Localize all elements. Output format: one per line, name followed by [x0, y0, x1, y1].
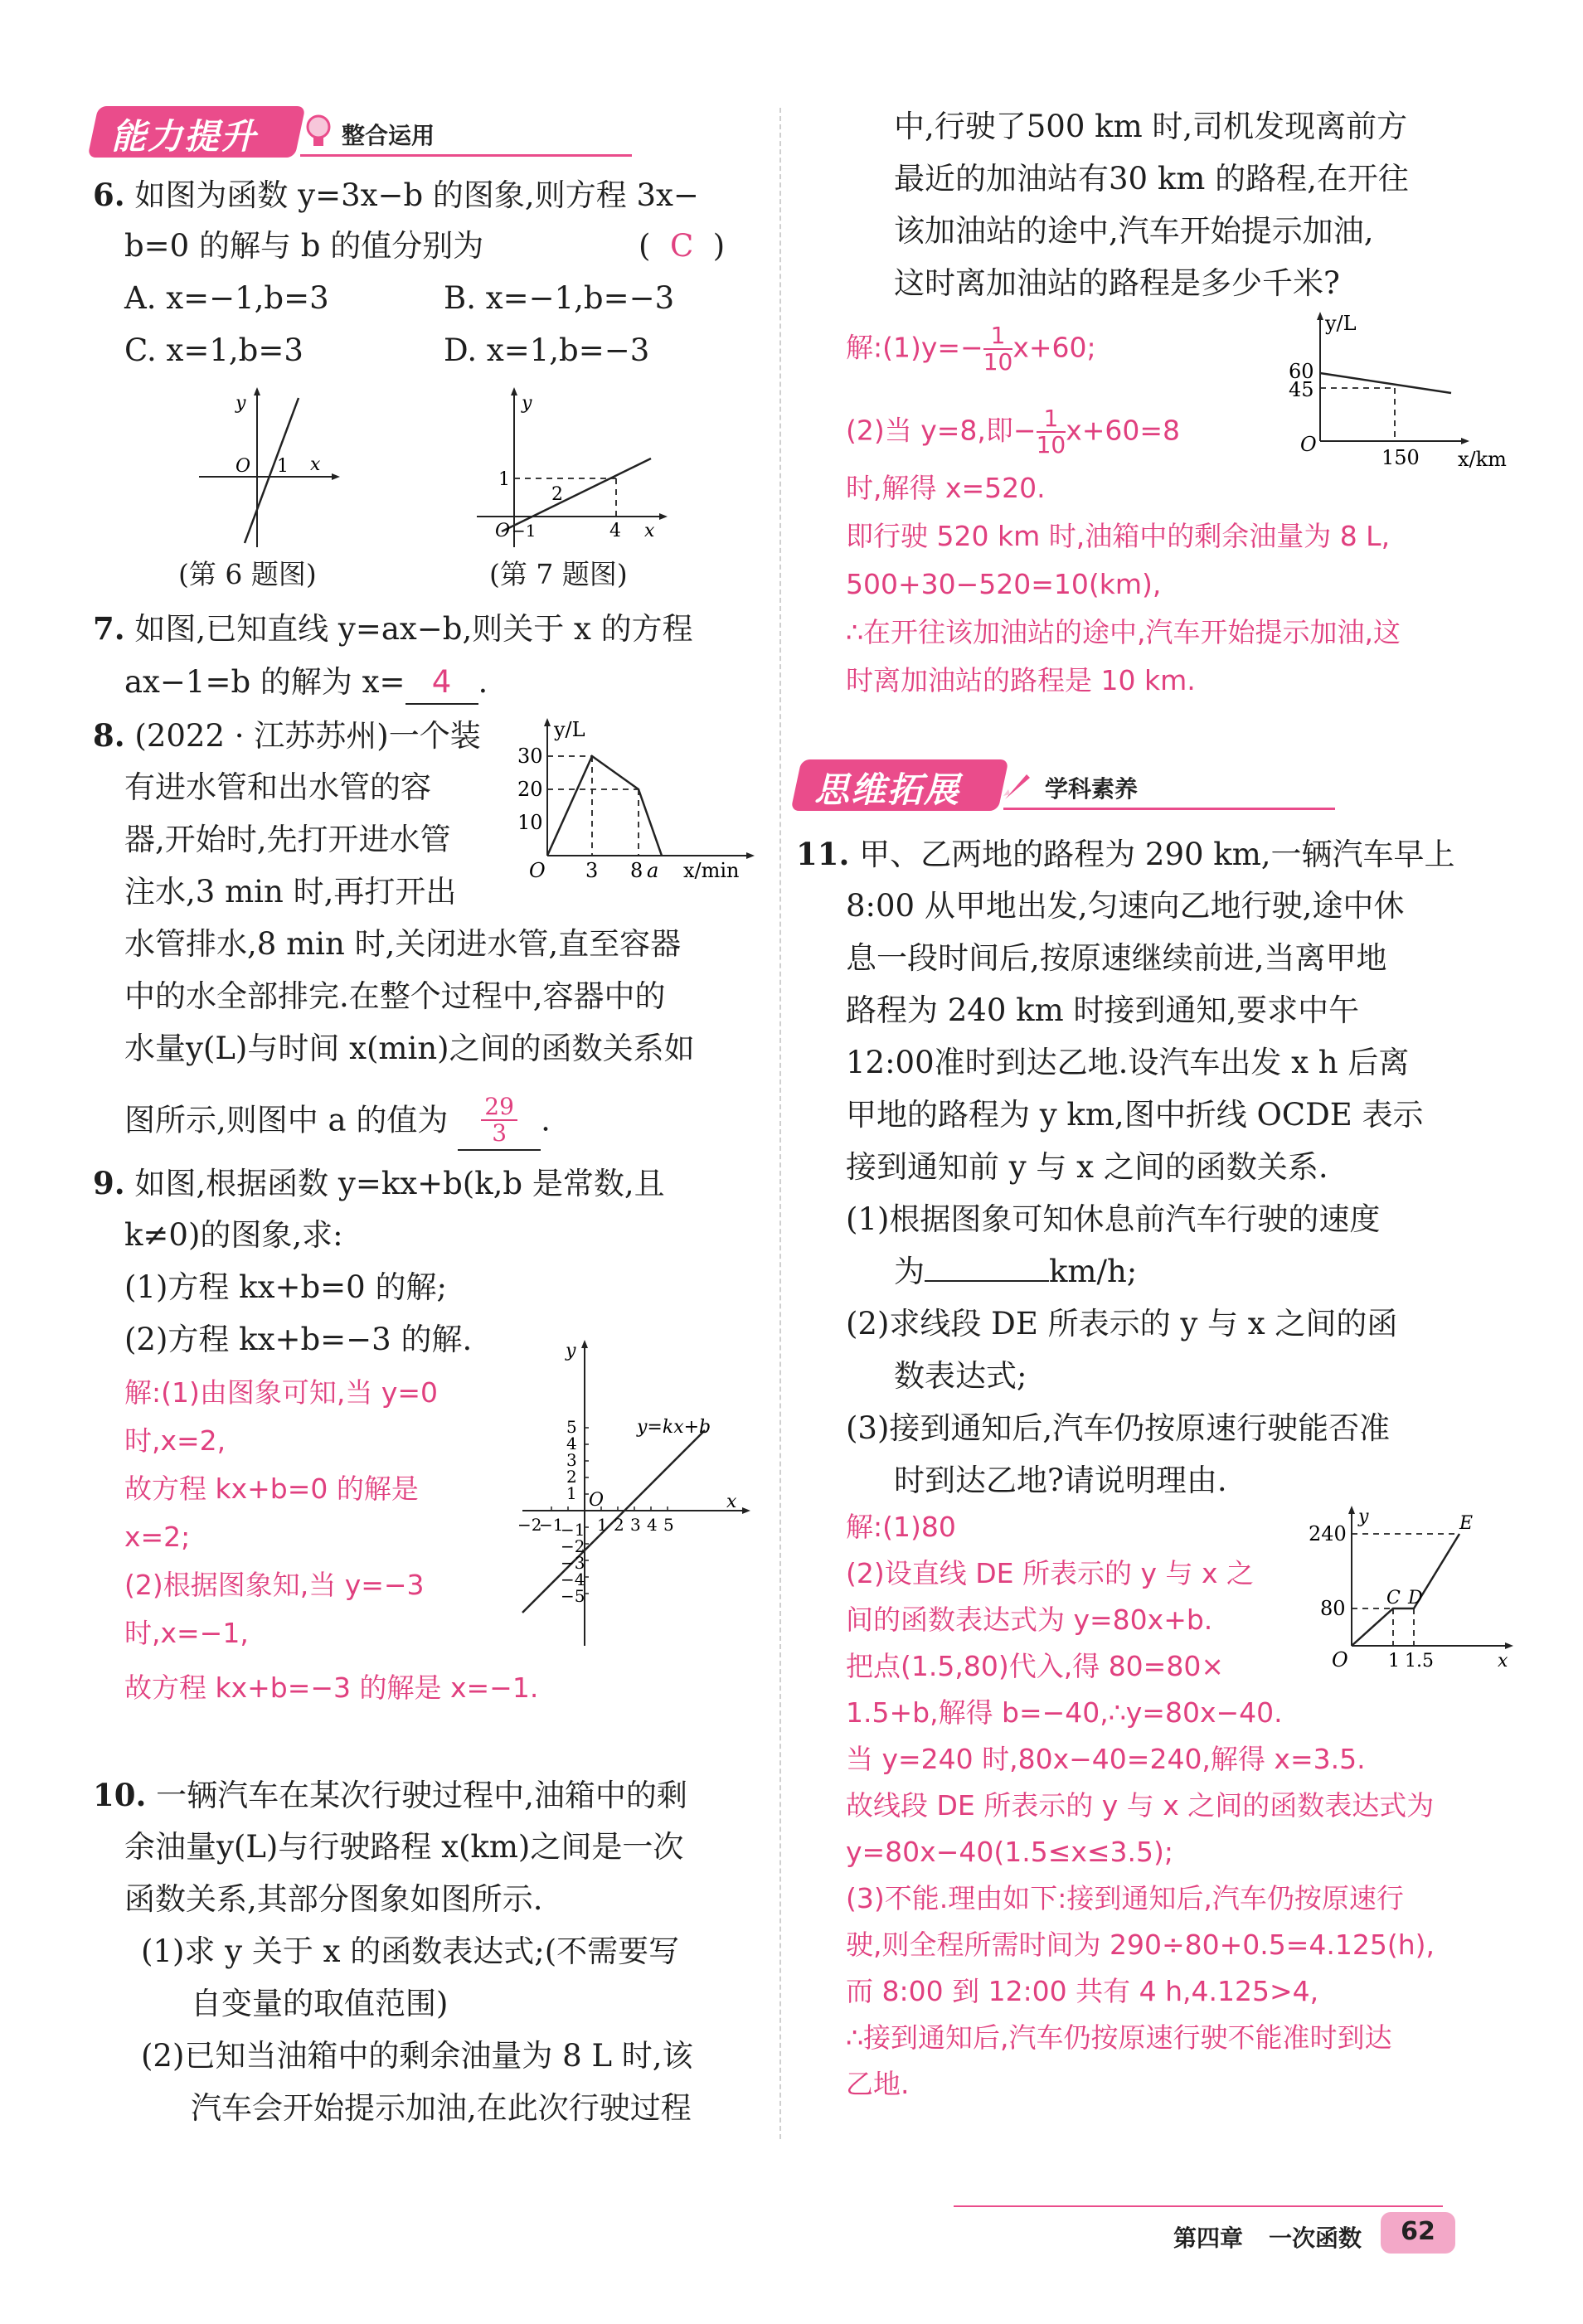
svg-text:3: 3: [566, 1450, 577, 1470]
q6-line2: b=0 的解与 b 的值分别为: [124, 228, 484, 264]
q11-answer-7: 故线段 DE 所表示的 y 与 x 之间的函数表达式为: [846, 1789, 1435, 1822]
svg-text:y=kx+b: y=kx+b: [637, 1417, 711, 1438]
svg-text:O: O: [529, 859, 546, 882]
footer-rule: [954, 2205, 1443, 2207]
q10-answer-7: 时离加油站的路程是 10 km.: [846, 664, 1196, 696]
q10-part1: (1)求 y 关于 x 的函数表达式;(不需要写: [141, 1933, 680, 1969]
q7-line1: 7. 如图,已知直线 y=ax−b,则关于 x 的方程: [93, 610, 693, 647]
fig7-caption: (第 7 题图): [489, 558, 628, 590]
q11-line4: 路程为 240 km 时接到通知,要求中午: [846, 992, 1360, 1028]
svg-text:−1: −1: [512, 521, 537, 541]
q8-line3: 器,开始时,先打开进水管: [124, 822, 451, 857]
q9-part2: (2)方程 kx+b=−3 的解.: [124, 1322, 473, 1357]
svg-text:D: D: [1408, 1588, 1423, 1608]
q9-line2: k≠0)的图象,求:: [124, 1217, 343, 1253]
svg-text:5: 5: [566, 1417, 577, 1437]
q11-line5: 12:00准时到达乙地.设汽车出发 x h 后离: [846, 1045, 1410, 1080]
fig6-graph: [191, 386, 340, 551]
q6-line1: 6. 如图为函数 y=3x−b 的图象,则方程 3x−: [93, 177, 699, 213]
q10-answer-3: 时,解得 x=520.: [846, 472, 1046, 504]
svg-text:x/km: x/km: [1458, 448, 1507, 471]
svg-text:−1: −1: [561, 1520, 585, 1540]
svg-text:O: O: [1300, 433, 1317, 456]
banner-rule: [300, 154, 632, 157]
page-number: 62: [1401, 2217, 1435, 2246]
q11-answer-2: (2)设直线 DE 所表示的 y 与 x 之: [846, 1557, 1255, 1589]
q11-answer-3: 间的函数表达式为 y=80x+b.: [846, 1604, 1213, 1636]
q6-option-b: B. x=−1,b=−3: [444, 280, 675, 316]
q8-line2: 有进水管和出水管的容: [124, 769, 431, 805]
svg-text:O: O: [495, 521, 511, 541]
svg-text:5: 5: [663, 1515, 674, 1535]
q10-cont-line4: 这时离加油站的路程是多少千米?: [894, 265, 1340, 301]
q10-part1b: 自变量的取值范围): [191, 1986, 449, 2021]
q11-part1: (1)根据图象可知休息前汽车行驶的速度: [846, 1201, 1381, 1237]
q6-option-c: C. x=1,b=3: [124, 332, 303, 368]
q11-answer-1: 解:(1)80: [846, 1511, 956, 1543]
q9-answer-5: (2)根据图象知,当 y=−3: [124, 1569, 425, 1601]
q9-answer-4: x=2;: [124, 1521, 191, 1553]
q11-answer-4: 把点(1.5,80)代入,得 80=80×: [846, 1650, 1224, 1682]
svg-text:−2: −2: [517, 1515, 542, 1535]
svg-text:4: 4: [609, 521, 621, 541]
q9-graph: [506, 1335, 755, 1650]
svg-text:−1: −1: [539, 1515, 564, 1535]
svg-text:1: 1: [1388, 1651, 1400, 1671]
fig6-caption: (第 6 题图): [178, 558, 317, 590]
q10-answer-5: 500+30−520=10(km),: [846, 568, 1162, 600]
svg-text:30: 30: [517, 745, 543, 768]
svg-text:2: 2: [551, 484, 563, 505]
q11-answer-9: (3)不能.理由如下:接到通知后,汽车仍按原速行: [846, 1882, 1404, 1914]
q9-answer-6: 时,x=−1,: [124, 1617, 249, 1649]
fig7-graph: [469, 386, 676, 551]
q10-line2: 余油量y(L)与行驶路程 x(km)之间是一次: [124, 1829, 684, 1865]
svg-text:150: 150: [1381, 446, 1420, 469]
q8-line7: 水量y(L)与时间 x(min)之间的函数关系如: [124, 1031, 695, 1066]
rocket-icon: [1002, 768, 1035, 803]
svg-text:C: C: [1386, 1588, 1401, 1608]
svg-text:x/min: x/min: [683, 859, 740, 882]
svg-text:x: x: [726, 1492, 737, 1512]
q10-cont-line3: 该加油站的途中,汽车开始提示加油,: [894, 213, 1374, 249]
svg-text:y: y: [522, 393, 532, 414]
svg-text:1: 1: [498, 469, 510, 490]
footer-chapter: 第四章: [1173, 2225, 1244, 2252]
svg-text:y/L: y/L: [1325, 312, 1357, 335]
svg-text:O: O: [236, 456, 251, 477]
svg-text:y: y: [566, 1341, 576, 1361]
q9-part1: (1)方程 kx+b=0 的解;: [124, 1269, 447, 1305]
q10-answer-6: ∴在开往该加油站的途中,汽车开始提示加油,这: [846, 616, 1401, 648]
footer-topic: 一次函数: [1269, 2225, 1362, 2252]
svg-text:80: 80: [1320, 1597, 1346, 1620]
q11-line6: 甲地的路程为 y km,图中折线 OCDE 表示: [846, 1097, 1424, 1133]
q11-answer-8: y=80x−40(1.5≤x≤3.5);: [846, 1836, 1174, 1868]
svg-text:60: 60: [1289, 360, 1314, 383]
svg-text:−2: −2: [561, 1536, 585, 1556]
q11-line2: 8:00 从甲地出发,匀速向乙地行驶,途中休: [846, 888, 1405, 924]
q9-answer-2: 时,x=2,: [124, 1424, 226, 1457]
column-divider: [779, 108, 781, 2139]
q9-answer-1: 解:(1)由图象可知,当 y=0: [124, 1376, 439, 1409]
banner-title-2: 思维拓展: [814, 769, 961, 810]
q10-cont-line2: 最近的加油站有30 km 的路程,在开往: [894, 161, 1409, 196]
svg-text:x: x: [644, 521, 655, 541]
q9-answer-3: 故方程 kx+b=0 的解是: [124, 1473, 419, 1505]
svg-text:E: E: [1459, 1513, 1474, 1534]
q9-line1: 9. 如图,根据函数 y=kx+b(k,b 是常数,且: [93, 1165, 665, 1201]
banner-subtitle-2: 学科素养: [1045, 775, 1139, 803]
q11-graph: [1294, 1501, 1526, 1675]
q10-part2: (2)已知当油箱中的剩余油量为 8 L 时,该: [141, 2038, 693, 2074]
q10-part2b: 汽车会开始提示加油,在此次行驶过程: [191, 2090, 692, 2126]
q11-answer-13: 乙地.: [846, 2068, 910, 2100]
q10-answer-1: 解:(1)y=− $\frac{1}{10}$ x+60;: [846, 322, 1096, 376]
q8-line4: 注水,3 min 时,再打开出: [124, 874, 457, 910]
q8-line5: 水管排水,8 min 时,关闭进水管,直至容器: [124, 926, 682, 962]
q10-answer-2: (2)当 y=8,即− $\frac{1}{10}$ x+60=8: [846, 405, 1181, 458]
svg-text:3: 3: [630, 1515, 641, 1535]
q11-part3: (3)接到通知后,汽车仍按原速行驶能否准: [846, 1410, 1391, 1446]
q11-part2: (2)求线段 DE 所表示的 y 与 x 之间的函: [846, 1306, 1398, 1342]
q9-answer-7: 故方程 kx+b=−3 的解是 x=−1.: [124, 1671, 539, 1704]
q11-answer-12: ∴接到通知后,汽车仍按原速行驶不能准时到达: [846, 2021, 1392, 2054]
svg-text:10: 10: [517, 811, 543, 834]
q8-line1: 8. (2022 · 江苏苏州)一个装: [93, 717, 481, 754]
svg-text:O: O: [1332, 1648, 1348, 1671]
q10-graph: [1270, 308, 1519, 474]
q8-graph: [514, 713, 755, 891]
svg-text:4: 4: [647, 1515, 658, 1535]
svg-text:1: 1: [597, 1515, 608, 1535]
q11-line3: 息一段时间后,按原速继续前进,当离甲地: [846, 940, 1387, 976]
svg-text:1: 1: [277, 456, 289, 477]
q11-part2b: 数表达式;: [894, 1358, 1027, 1394]
q7-answer: 4: [405, 662, 478, 705]
svg-text:20: 20: [517, 778, 543, 801]
q7-line2: ax−1=b 的解为 x= 4 .: [124, 662, 488, 705]
q6-answer-bracket: ( C ): [639, 228, 726, 264]
q10-cont-line1: 中,行驶了500 km 时,司机发现离前方: [894, 109, 1408, 144]
q11-answer-11: 而 8:00 到 12:00 共有 4 h,4.125>4,: [846, 1975, 1319, 2007]
q8-line6: 中的水全部排完.在整个过程中,容器中的: [124, 978, 666, 1014]
q11-part3b: 时到达乙地?请说明理由.: [894, 1463, 1227, 1498]
svg-text:y/L: y/L: [554, 718, 585, 741]
q8-line8: 图所示,则图中 a 的值为 $\frac{29}{3}$ .: [124, 1094, 551, 1151]
svg-text:−4: −4: [561, 1570, 585, 1589]
q6-option-d: D. x=1,b=−3: [444, 332, 650, 368]
banner-title: 能力提升: [111, 116, 258, 157]
svg-text:2: 2: [566, 1467, 577, 1487]
svg-text:1.5: 1.5: [1405, 1651, 1434, 1671]
q11-answer-6: 当 y=240 时,80x−40=240,解得 x=3.5.: [846, 1743, 1366, 1775]
svg-text:a: a: [647, 859, 659, 882]
q11-answer-10: 驶,则全程所需时间为 290÷80+0.5=4.125(h),: [846, 1929, 1435, 1961]
svg-text:y: y: [1358, 1506, 1369, 1527]
svg-text:240: 240: [1309, 1522, 1347, 1545]
q8-answer: $\frac{29}{3}$: [458, 1094, 541, 1151]
q11-part1-blank: [925, 1280, 1049, 1282]
svg-text:2: 2: [614, 1515, 624, 1535]
q11-answer-5: 1.5+b,解得 b=−40,∴y=80x−40.: [846, 1696, 1283, 1729]
banner-rule-2: [1003, 808, 1335, 810]
bulb-icon: [302, 113, 335, 151]
svg-text:45: 45: [1289, 378, 1314, 401]
svg-text:y: y: [236, 393, 246, 414]
svg-text:x: x: [1498, 1651, 1508, 1671]
q6-option-a: A. x=−1,b=3: [124, 280, 329, 316]
q11-line7: 接到通知前 y 与 x 之间的函数关系.: [846, 1149, 1328, 1185]
q10-line3: 函数关系,其部分图象如图所示.: [124, 1881, 543, 1917]
banner-subtitle: 整合运用: [342, 122, 435, 149]
q11-line1: 11. 甲、乙两地的路程为 290 km,一辆汽车早上: [796, 836, 1455, 872]
q11-part1b: 为 km/h;: [894, 1254, 1138, 1289]
section-banner-thinking: [796, 759, 1343, 811]
svg-text:8: 8: [630, 859, 643, 882]
svg-text:1: 1: [566, 1483, 577, 1503]
svg-text:4: 4: [566, 1434, 577, 1453]
svg-text:3: 3: [585, 859, 599, 882]
svg-text:x: x: [310, 454, 321, 475]
svg-text:−3: −3: [561, 1553, 585, 1573]
section-banner-ability: [93, 106, 632, 158]
q10-line1: 10. 一辆汽车在某次行驶过程中,油箱中的剩: [93, 1777, 687, 1813]
q10-answer-4: 即行驶 520 km 时,油箱中的剩余油量为 8 L,: [846, 520, 1391, 552]
svg-text:−5: −5: [561, 1586, 585, 1606]
svg-text:O: O: [589, 1490, 605, 1511]
